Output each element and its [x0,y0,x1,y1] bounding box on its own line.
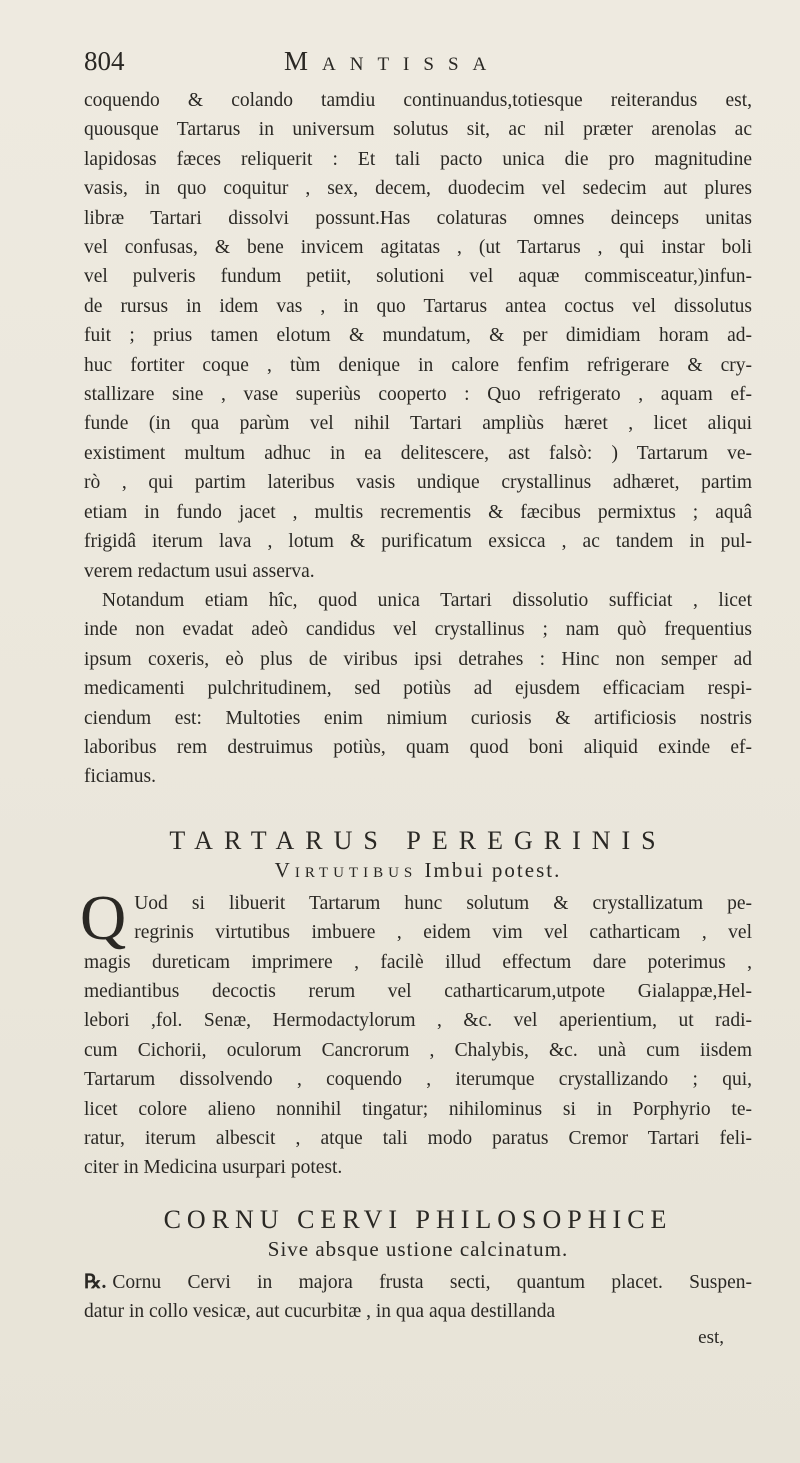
text-line: de rursus in idem vas , in quo Tartarus antea coctus vel dissolutus [84,295,752,317]
text-line: datur in collo vesicæ, aut cucurbitæ , in qua aqua destillanda [84,1301,556,1323]
text-line: fuit ; prius tamen elotum & mundatum, & per dimidiam horam ad- [84,325,752,347]
text-line: ratur, iterum albescit , atque tali modo paratus Cremor Tartari feli- [84,1128,752,1149]
text-line: laboribus rem destruimus potiùs, quam quod boni aliquid exinde ef- [84,736,752,758]
text-line: verem redactum usui asserva. [84,560,315,582]
text-line: Cornu Cervi in majora frusta secti, quantum placet. Suspen- [112,1271,752,1293]
text-line: lapidosas fæces reliquerit : Et tali pacto unica die pro magnitudine [84,148,752,170]
paragraph-tartarus [80,881,752,1183]
running-head: Mantissa [284,46,501,76]
text-line: cum Cichorii, oculorum Cancrorum , Chalybis, &c. unà cum iisdem [84,1039,752,1061]
page-header [84,46,752,86]
text-line: magis dureticam imprimere , facilè illud effectum dare poterimus , [84,951,752,973]
paragraph-notandum [84,586,752,792]
text-line: ficiamus. [84,766,157,788]
text-line: Tartarum dissolvendo , coquendo , iterumque crystallizando ; qui, [84,1069,752,1091]
text-line: regrinis virtutibus imbuere , eidem vim vel catharticam , vel [134,922,752,944]
paragraph-cornu [84,1268,752,1327]
section-subtitle-cornu: Sive absque ustione calcinatum. [267,1236,569,1261]
text-line: vel pulveris fundum petiit, solutioni vel aquæ commisceatur,)infun- [84,266,752,288]
paragraph-preparation [84,86,752,586]
subtitle-rest: Imbui potest. [424,857,562,882]
text-line: etiam in fundo jacet , multis recrementis & fæcibus permixtus ; aquâ [84,501,752,523]
text-line: funde (in qua parùm vel nihil Tartari ampliùs hæret , licet aliqui [84,413,752,435]
text-line: lebori ,fol. Senæ, Hermodactylorum , &c. vel aperientium, ut radi- [84,1010,752,1032]
text-line: coquendo & colando tamdiu continuandus,totiesque reiterandus est, [84,90,752,111]
text-line: rò , qui partim lateribus vasis undique crystallinus adhæret, partim [84,472,752,494]
page-number: 804 [84,46,125,76]
text-line: medicamenti pulchritudinem, sed potiùs ad ejusdem efficaciam respi- [84,678,752,700]
text-line: citer in Medicina usurpari potest. [84,1157,343,1179]
text-line: libræ Tartari dissolvi possunt.Has colaturas omnes deinceps unitas [84,207,752,229]
text-line: ipsum coxeris, eò plus de viribus ipsi detrahes : Hinc non semper ad [84,648,752,670]
text-line: frigidâ iterum lava , lotum & purificatum exsicca , ac tandem in pul- [84,531,752,553]
text-line: mediantibus decoctis rerum vel catharticarum,utpote Gialappæ,Hel- [84,980,752,1002]
subtitle-smallcaps: Virtutibus [274,857,418,882]
section-subtitle-tartarus [84,858,752,883]
text-line: Notandum etiam hîc, quod unica Tartari dissolutio sufficiat , licet [102,589,752,611]
recipe-symbol: ℞. [84,1271,107,1293]
section-title-cornu: CORNU CERVI PHILOSOPHICE [163,1204,673,1234]
text-line: huc fortiter coque , tùm denique in calore fenfim refrigerare & cry- [84,354,752,376]
text-line: quousque Tartarus in universum solutus sit, ac nil præter arenolas ac [84,119,752,141]
drop-cap: Q [80,881,127,953]
catchword: est, [698,1326,724,1348]
text-line: existiment multum adhuc in ea delitescere, ast falsò: ) Tartarum ve- [84,442,752,464]
text-line: inde non evadat adeò candidus vel crystallinus ; nam quò frequentius [84,619,752,641]
section-title-tartarus: TARTARUS PEREGRINIS [169,825,667,855]
text-line: Uod si libuerit Tartarum hunc solutum & crystallizatum pe- [134,892,752,914]
text-line: stallizare sine , vase superiùs cooperto : Quo refrigerato , aquam ef- [84,384,752,406]
text-line: vasis, in quo coquitur , sex, decem, duodecim vel sedecim aut plures [84,178,752,200]
text-line: ciendum est: Multoties enim nimium curiosis & artificiosis nostris [84,707,752,729]
text-line: licet colore alieno nonnihil tingatur; nihilominus si in Porphyrio te- [84,1098,752,1120]
text-line: vel confusas, & bene invicem agitatas , (ut Tartarus , qui instar boli [84,237,752,259]
